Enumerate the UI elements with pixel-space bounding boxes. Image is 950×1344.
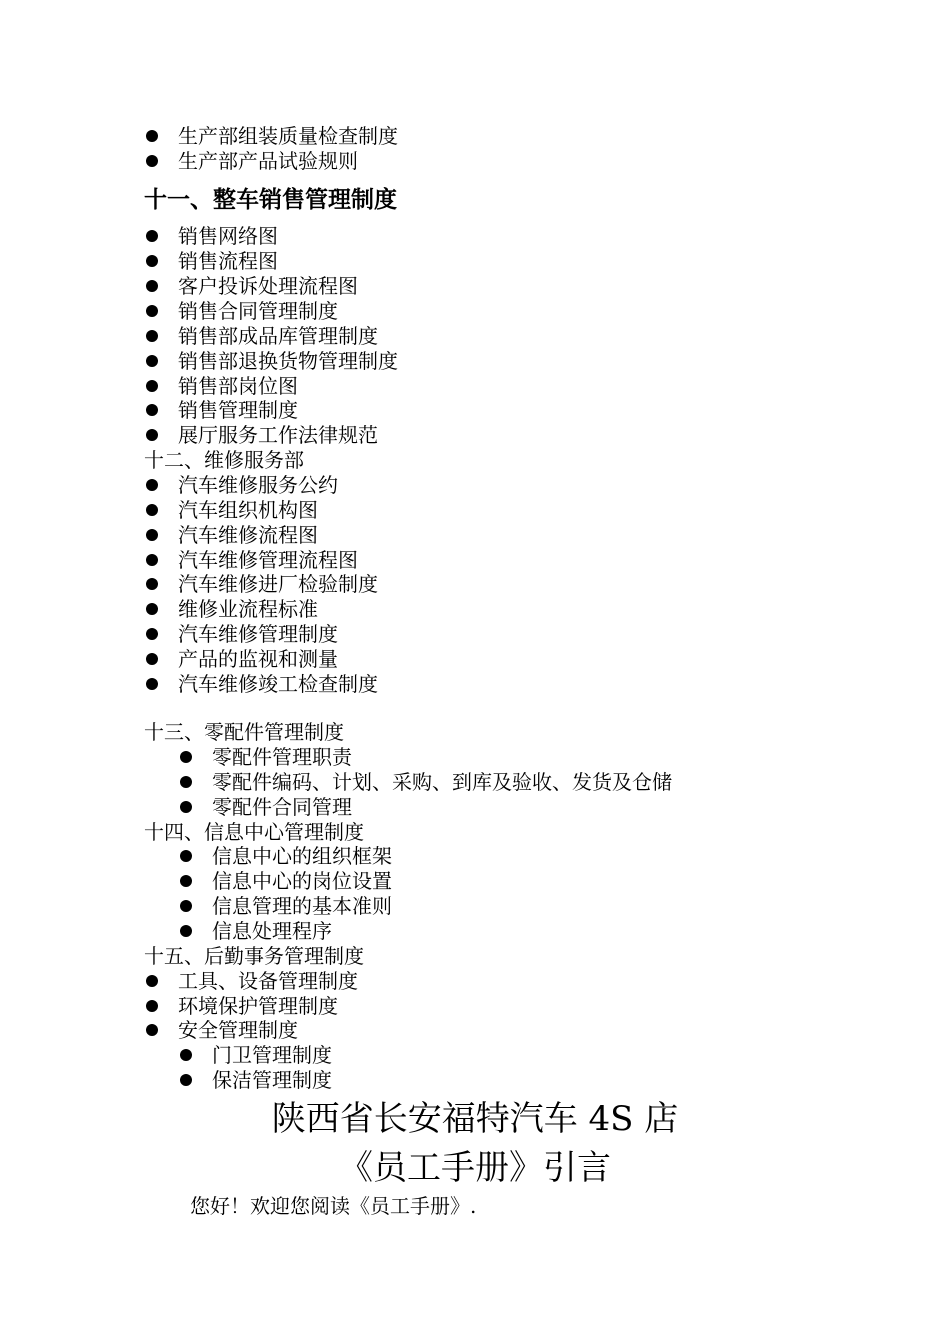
bullet-icon [180, 900, 192, 912]
bullet-icon [146, 975, 158, 987]
list-item-text: 汽车维修服务公约 [178, 473, 338, 497]
section-heading-text: 十三、零配件管理制度 [144, 720, 344, 744]
list-item-text: 销售部成品库管理制度 [178, 324, 378, 348]
bullet-icon [146, 380, 158, 392]
bullet-icon [180, 1074, 192, 1086]
bullet-icon [180, 751, 192, 763]
bullet-icon [146, 554, 158, 566]
list-item-text: 汽车维修竣工检查制度 [178, 672, 378, 696]
bullet-icon [146, 130, 158, 142]
bullet-icon [146, 678, 158, 690]
list-item-text: 汽车组织机构图 [178, 498, 318, 522]
list-item-text: 销售合同管理制度 [178, 299, 338, 323]
list-item-text: 信息中心的组织框架 [212, 844, 392, 868]
bullet-icon [146, 504, 158, 516]
bullet-icon [146, 230, 158, 242]
list-item-text: 展厅服务工作法律规范 [178, 423, 378, 447]
list-item-text: 生产部产品试验规则 [178, 149, 358, 173]
list-item-text: 信息中心的岗位设置 [212, 869, 392, 893]
section-heading-text: 十一、整车销售管理制度 [144, 187, 397, 213]
bullet-icon [180, 875, 192, 887]
section-heading-text: 十四、信息中心管理制度 [144, 820, 364, 844]
bullet-icon [180, 776, 192, 788]
bullet-icon [146, 578, 158, 590]
bullet-icon [180, 1049, 192, 1061]
bullet-icon [146, 628, 158, 640]
bullet-icon [180, 925, 192, 937]
list-item-text: 客户投诉处理流程图 [178, 274, 358, 298]
bullet-icon [146, 355, 158, 367]
list-item-text: 保洁管理制度 [212, 1068, 332, 1092]
bullet-icon [146, 603, 158, 615]
bullet-icon [146, 429, 158, 441]
list-item-text: 汽车维修管理制度 [178, 622, 338, 646]
list-item-text: 销售管理制度 [178, 398, 298, 422]
list-item-text: 维修业流程标准 [178, 597, 318, 621]
bullet-icon [146, 280, 158, 292]
bullet-icon [146, 330, 158, 342]
list-item-text: 安全管理制度 [178, 1018, 298, 1042]
list-item-text: 工具、设备管理制度 [178, 969, 358, 993]
intro-text: 您好！欢迎您阅读《员工手册》. [190, 1194, 477, 1218]
bullet-icon [146, 255, 158, 267]
bullet-icon [146, 479, 158, 491]
bullet-icon [180, 850, 192, 862]
section-heading-text: 十五、后勤事务管理制度 [144, 944, 364, 968]
list-item-text: 销售部退换货物管理制度 [178, 349, 398, 373]
list-item-text: 信息管理的基本准则 [212, 894, 392, 918]
bullet-icon [146, 305, 158, 317]
bullet-icon [146, 1000, 158, 1012]
bullet-icon [146, 1024, 158, 1036]
document-title: 陕西省长安福特汽车 4S 店 [271, 1099, 679, 1139]
list-item-text: 生产部组装质量检查制度 [178, 124, 398, 148]
bullet-icon [146, 653, 158, 665]
list-item-text: 零配件编码、计划、采购、到库及验收、发货及仓储 [212, 770, 672, 794]
bullet-icon [180, 801, 192, 813]
list-item-text: 产品的监视和测量 [178, 647, 338, 671]
list-item-text: 汽车维修进厂检验制度 [178, 572, 378, 596]
section-heading-text: 十二、维修服务部 [144, 448, 304, 472]
list-item-text: 销售网络图 [178, 224, 278, 248]
bullet-icon [146, 529, 158, 541]
list-item-text: 汽车维修流程图 [178, 523, 318, 547]
list-item-text: 信息处理程序 [212, 919, 332, 943]
list-item-text: 零配件合同管理 [212, 795, 352, 819]
bullet-icon [146, 155, 158, 167]
list-item-text: 环境保护管理制度 [178, 994, 338, 1018]
list-item-text: 门卫管理制度 [212, 1043, 332, 1067]
handbook-title: 《员工手册》引言 [339, 1148, 611, 1188]
list-item-text: 销售流程图 [178, 249, 278, 273]
bullet-icon [146, 404, 158, 416]
list-item-text: 零配件管理职责 [212, 745, 352, 769]
list-item-text: 销售部岗位图 [178, 374, 298, 398]
list-item-text: 汽车维修管理流程图 [178, 548, 358, 572]
